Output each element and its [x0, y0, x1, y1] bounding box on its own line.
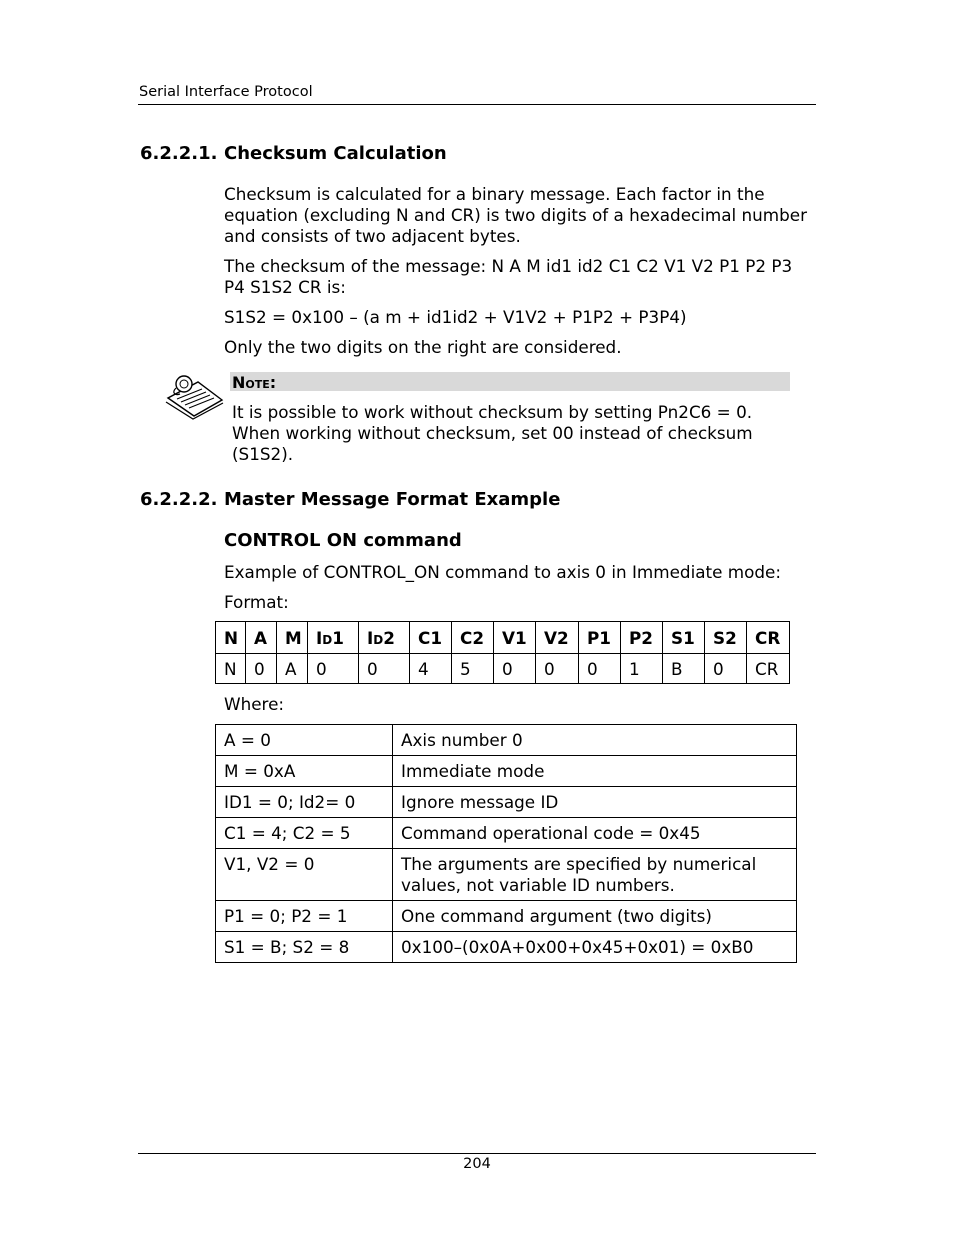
where-desc-cell: The arguments are specified by numerical values, not variable ID numbers. — [393, 849, 797, 901]
where-key-cell: M = 0xA — [216, 756, 393, 787]
section-number: 6.2.2.2. — [140, 489, 218, 510]
note-title: Note: — [232, 373, 277, 392]
format-value-cell: 5 — [452, 654, 494, 684]
format-value-cell: 0 — [579, 654, 621, 684]
format-header-cell: P1 — [579, 622, 621, 654]
where-desc-cell: Ignore message ID — [393, 787, 797, 818]
table-row — [216, 901, 797, 932]
format-header-cell: Id2 — [359, 622, 410, 654]
section-number: 6.2.2.1. — [140, 143, 218, 164]
where-desc-cell: Immediate mode — [393, 756, 797, 787]
note-header-bar — [230, 372, 790, 391]
format-value-cell: 0 — [308, 654, 359, 684]
format-value-cell: 0 — [705, 654, 747, 684]
checksum-paragraph-1: Checksum is calculated for a binary message. Each factor in the equation (excluding N and CR) is two digits of a hexadecimal number and consists of two adjacent bytes. — [224, 184, 808, 246]
where-key-cell: A = 0 — [216, 725, 393, 756]
section-heading-master-message — [140, 489, 560, 510]
note-text: It is possible to work without checksum by setting Pn2C6 = 0. When working without checksum, set 00 instead of checksum (S1S2). — [232, 402, 753, 464]
format-value-cell: 0 — [246, 654, 277, 684]
format-label: Format: — [224, 592, 289, 612]
checksum-paragraph-2: The checksum of the message: N A M id1 id2 C1 C2 V1 V2 P1 P2 P3 P4 S1S2 CR is: — [224, 256, 793, 297]
where-desc-cell: 0x100–(0x0A+0x00+0x45+0x01) = 0xB0 — [393, 932, 797, 963]
note-pad-icon — [164, 372, 226, 424]
format-header-cell: P2 — [621, 622, 663, 654]
footer-rule — [138, 1153, 816, 1154]
table-row — [216, 849, 797, 901]
format-value-cell: N — [216, 654, 246, 684]
section-title: Master Message Format Example — [224, 489, 561, 510]
format-header-cell: A — [246, 622, 277, 654]
format-header-cell: C2 — [452, 622, 494, 654]
section-title: Checksum Calculation — [224, 143, 447, 164]
checksum-paragraph-4: Only the two digits on the right are considered. — [224, 337, 622, 357]
format-header-cell: S1 — [663, 622, 705, 654]
format-header-cell: S2 — [705, 622, 747, 654]
where-key-cell: ID1 = 0; Id2= 0 — [216, 787, 393, 818]
running-header: Serial Interface Protocol — [139, 84, 313, 100]
section-heading-checksum — [140, 143, 447, 164]
where-desc-cell: Command operational code = 0x45 — [393, 818, 797, 849]
control-on-subheading: CONTROL ON command — [224, 530, 462, 551]
format-header-cell: M — [277, 622, 308, 654]
header-rule — [138, 104, 816, 105]
table-row — [216, 818, 797, 849]
format-header-cell: CR — [747, 622, 790, 654]
format-header-cell: V2 — [536, 622, 579, 654]
where-label: Where: — [224, 694, 285, 714]
format-header-cell: Id1 — [308, 622, 359, 654]
page-number: 204 — [463, 1156, 491, 1172]
table-row — [216, 787, 797, 818]
format-value-cell: 0 — [536, 654, 579, 684]
where-table — [215, 724, 797, 963]
format-value-cell: 0 — [359, 654, 410, 684]
where-desc-cell: Axis number 0 — [393, 725, 797, 756]
format-header-cell: N — [216, 622, 246, 654]
format-value-cell: B — [663, 654, 705, 684]
table-row — [216, 932, 797, 963]
where-key-cell: P1 = 0; P2 = 1 — [216, 901, 393, 932]
format-value-cell: A — [277, 654, 308, 684]
format-value-cell: CR — [747, 654, 790, 684]
table-row — [216, 725, 797, 756]
where-key-cell: C1 = 4; C2 = 5 — [216, 818, 393, 849]
table-row — [216, 756, 797, 787]
example-intro: Example of CONTROL_ON command to axis 0 in Immediate mode: — [224, 562, 782, 582]
format-value-cell: 4 — [410, 654, 452, 684]
where-desc-cell: One command argument (two digits) — [393, 901, 797, 932]
format-value-cell: 1 — [621, 654, 663, 684]
format-header-cell: C1 — [410, 622, 452, 654]
where-key-cell: V1, V2 = 0 — [216, 849, 393, 901]
checksum-formula: S1S2 = 0x100 – (a m + id1id2 + V1V2 + P1P2 + P3P4) — [224, 307, 687, 327]
format-value-cell: 0 — [494, 654, 536, 684]
format-value-row — [216, 654, 790, 684]
format-table — [215, 621, 790, 684]
where-key-cell: S1 = B; S2 = 8 — [216, 932, 393, 963]
format-header-row — [216, 622, 790, 654]
format-header-cell: V1 — [494, 622, 536, 654]
